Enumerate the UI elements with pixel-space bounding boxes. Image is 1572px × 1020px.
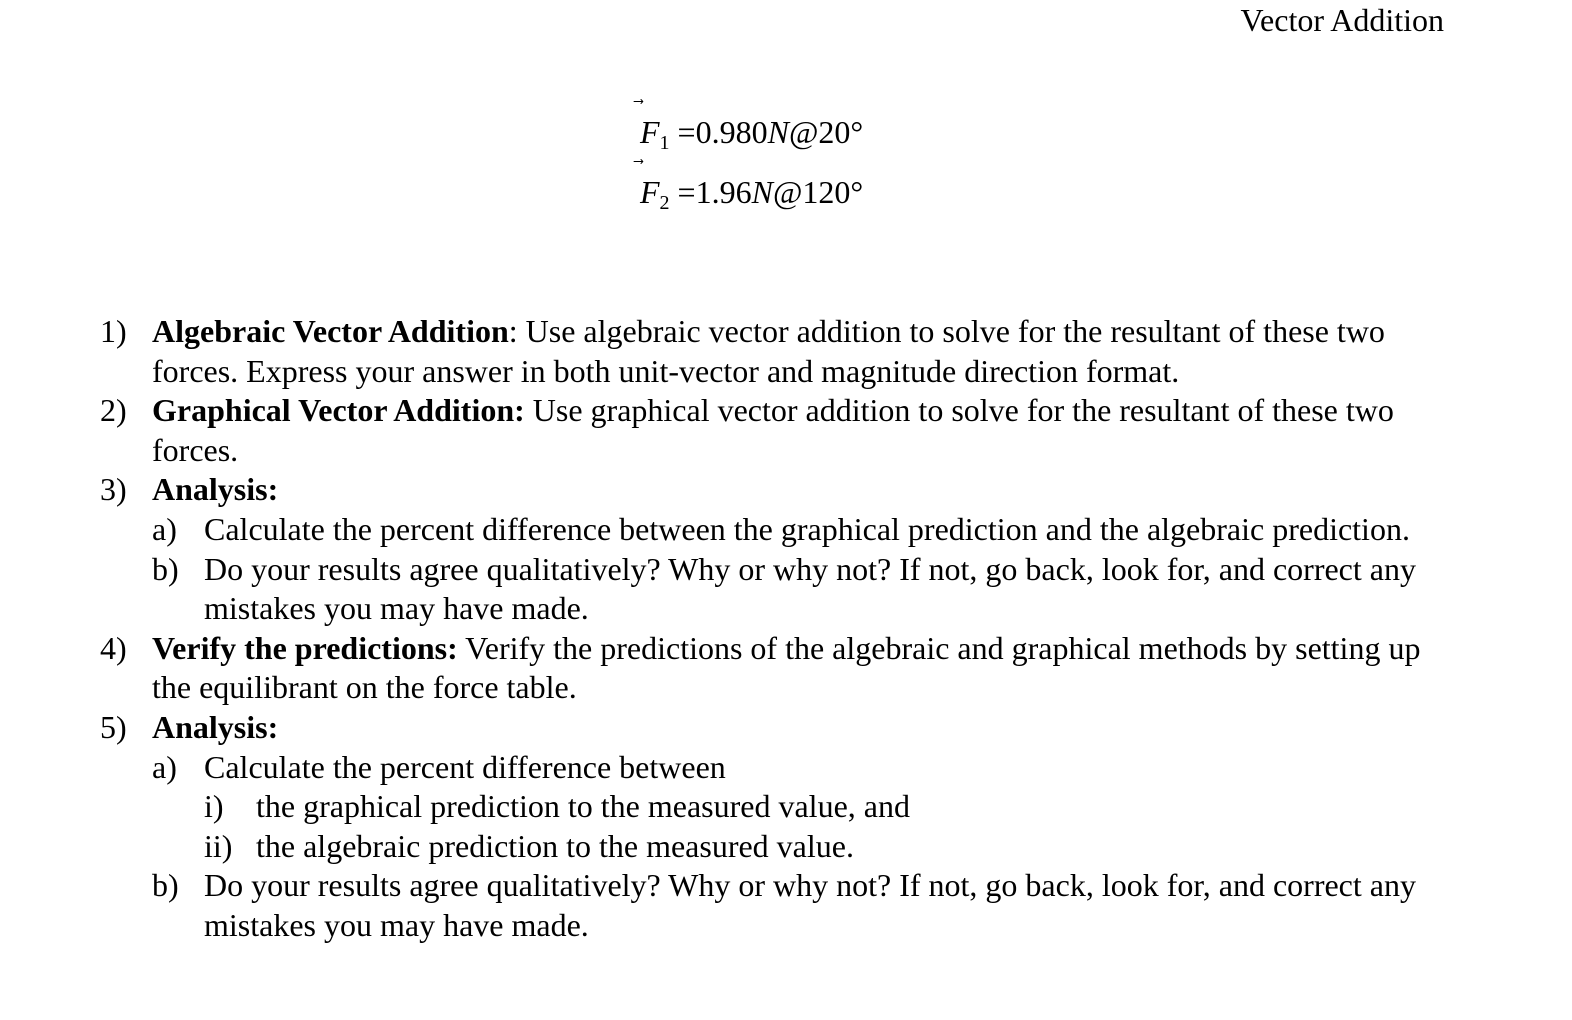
list-item-2 <box>0 391 1572 470</box>
force-magnitude: 1.96 <box>695 174 752 210</box>
force-equation-1 <box>640 112 863 163</box>
sub-item-text: the algebraic prediction to the measured value. <box>256 827 854 864</box>
force-vector-symbol <box>640 172 670 223</box>
list-item-4 <box>0 629 1572 708</box>
item-heading: Algebraic Vector Addition <box>152 313 509 349</box>
sub-item-text: Do your results agree qualitatively? Why or why not? If not, go back, look for, and correct any mistakes you may have made. <box>204 550 1416 627</box>
sub-item-text: Do your results agree qualitatively? Why or why not? If not, go back, look for, and correct any mistakes you may have made. <box>204 867 1416 943</box>
sub-item-roman: i) <box>204 788 224 825</box>
equals-sign: = <box>677 114 696 150</box>
sub-item-roman: ii) <box>204 827 233 864</box>
vector-letter: F <box>640 114 660 150</box>
sub-item-letter: a) <box>152 510 177 547</box>
sub-item-text: the graphical prediction to the measured value, and <box>256 788 910 825</box>
sub-item-letter: b) <box>152 550 179 587</box>
at-sign: @ <box>788 114 819 150</box>
item-heading: Analysis: <box>152 708 279 745</box>
list-item-5 <box>0 708 1572 748</box>
document-title: Vector Addition <box>1240 2 1444 38</box>
list-item-1 <box>0 312 1572 391</box>
list-item-3 <box>0 470 1572 510</box>
sub-item-5a <box>0 748 1572 788</box>
vector-letter: F <box>640 174 660 210</box>
item-text: Use graphical vector addition to solve for the resultant of these two forces. <box>152 392 1394 468</box>
sub-item-text: Calculate the percent difference between <box>204 748 726 785</box>
force-equation-2 <box>640 172 863 223</box>
sub-item-3b <box>0 550 1572 629</box>
item-heading: Graphical Vector Addition: <box>152 392 525 429</box>
force-unit: N <box>767 114 789 150</box>
instructions-list <box>0 312 1572 946</box>
item-text: : Use algebraic vector addition to solve for the resultant of these two forces. Express your answer in both unit-vector and magnitude direction format. <box>152 313 1385 389</box>
list-number: 1) <box>100 313 127 349</box>
sub-item-3a <box>0 510 1572 550</box>
list-number: 5) <box>100 708 127 745</box>
item-heading: Verify the predictions: <box>152 629 458 666</box>
force-vector-symbol <box>640 112 670 163</box>
sub-item-letter: b) <box>152 867 179 904</box>
force-magnitude: 0.980 <box>695 114 768 150</box>
equals-sign: = <box>677 174 696 210</box>
force-angle: 120° <box>802 174 864 210</box>
sub-item-5a-ii <box>0 827 1572 867</box>
list-number: 4) <box>100 629 127 666</box>
sub-item-text: Calculate the percent difference between the graphical prediction and the algebraic prediction. <box>204 510 1410 547</box>
vector-subscript: 2 <box>659 192 670 214</box>
vector-subscript: 1 <box>659 132 670 154</box>
sub-item-5b <box>0 866 1572 945</box>
force-unit: N <box>751 174 773 210</box>
force-angle: 20° <box>818 114 864 150</box>
item-text: Verify the predictions of the algebraic and graphical methods by setting up the equilibrant on the force table. <box>152 629 1421 706</box>
sub-item-letter: a) <box>152 748 177 785</box>
sub-item-5a-i <box>0 787 1572 827</box>
at-sign: @ <box>772 174 803 210</box>
list-number: 3) <box>100 471 127 508</box>
item-heading: Analysis: <box>152 471 279 508</box>
list-number: 2) <box>100 392 127 429</box>
